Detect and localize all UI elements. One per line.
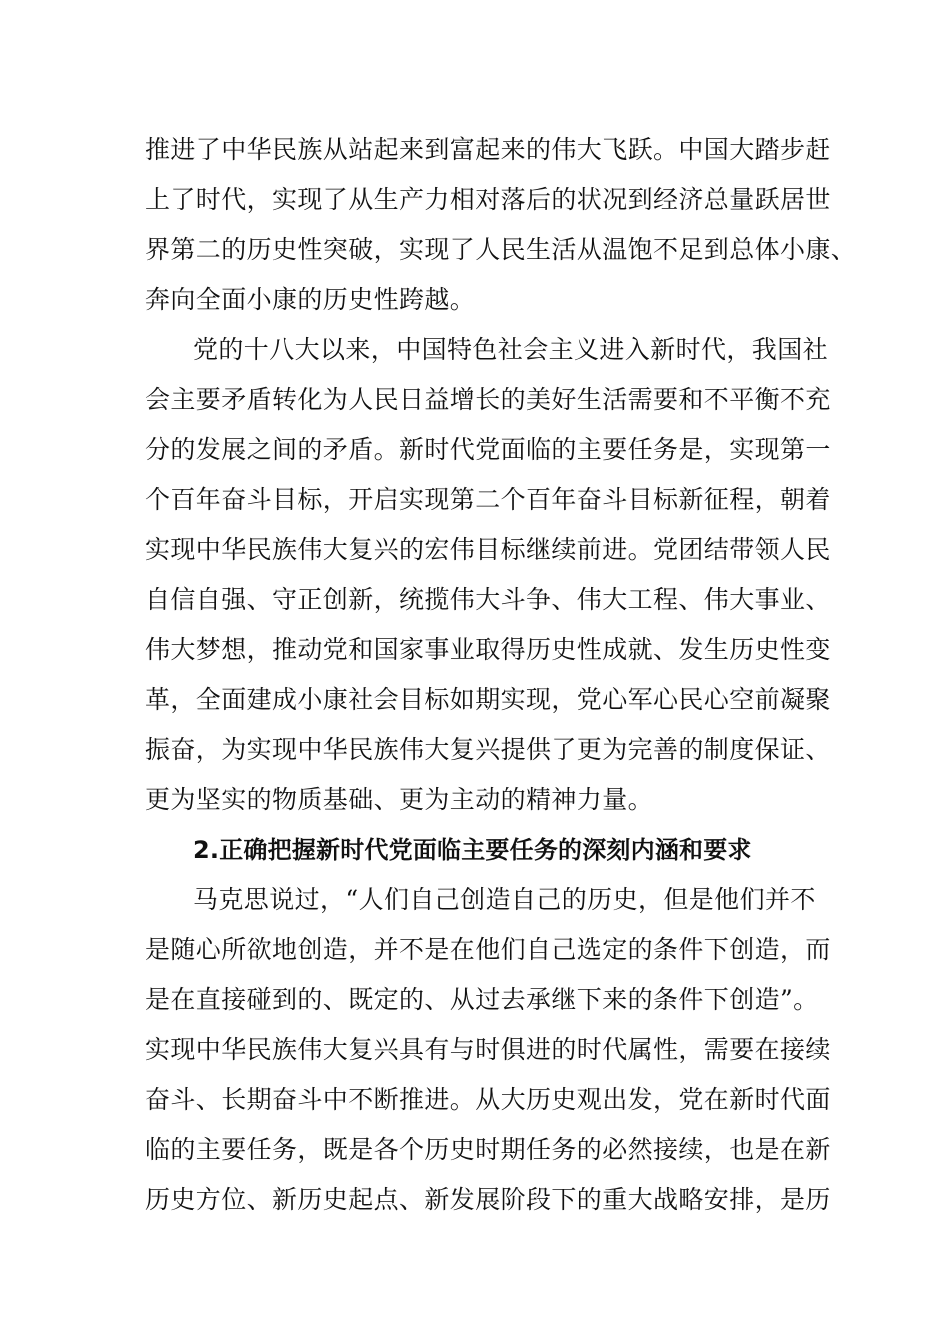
text-line: 临的主要任务，既是各个历史时期任务的必然接续，也是在新 [145, 1135, 831, 1164]
text-line: 奔向全面小康的历史性跨越。 [145, 285, 476, 314]
text-line: 伟大梦想，推动党和国家事业取得历史性成就、发生历史性变 [145, 635, 831, 664]
text-line: 历史方位、新历史起点、新发展阶段下的重大战略安排，是历 [145, 1185, 831, 1214]
text-line: 更为坚实的物质基础、更为主动的精神力量。 [145, 785, 654, 814]
text-line: 个百年奋斗目标，开启实现第二个百年奋斗目标新征程，朝着 [145, 485, 831, 514]
section-heading: 2.正确把握新时代党面临主要任务的深刻内涵和要求 [193, 836, 752, 864]
text-line: 革，全面建成小康社会目标如期实现，党心军心民心空前凝聚 [145, 685, 831, 714]
text-line: 推进了中华民族从站起来到富起来的伟大飞跃。中国大踏步赶 [145, 135, 831, 164]
text-line: 振奋，为实现中华民族伟大复兴提供了更为完善的制度保证、 [145, 735, 831, 764]
paragraph-first-line: 马克思说过，“人们自己创造自己的历史，但是他们并不 [193, 885, 816, 914]
text-line: 分的发展之间的矛盾。新时代党面临的主要任务是，实现第一 [145, 435, 831, 464]
text-line: 界第二的历史性突破，实现了人民生活从温饱不足到总体小康、 [145, 235, 857, 264]
paragraph-first-line: 党的十八大以来，中国特色社会主义进入新时代，我国社 [193, 335, 829, 364]
text-line: 是在直接碰到的、既定的、从过去承继下来的条件下创造”。 [145, 985, 819, 1014]
text-line: 是随心所欲地创造，并不是在他们自己选定的条件下创造，而 [145, 935, 831, 964]
text-line: 奋斗、长期奋斗中不断推进。从大历史观出发，党在新时代面 [145, 1085, 831, 1114]
text-line: 实现中华民族伟大复兴具有与时俱进的时代属性，需要在接续 [145, 1035, 831, 1064]
text-line: 会主要矛盾转化为人民日益增长的美好生活需要和不平衡不充 [145, 385, 831, 414]
text-line: 自信自强、守正创新，统揽伟大斗争、伟大工程、伟大事业、 [145, 585, 831, 614]
text-line: 上了时代，实现了从生产力相对落后的状况到经济总量跃居世 [145, 185, 831, 214]
text-line: 实现中华民族伟大复兴的宏伟目标继续前进。党团结带领人民 [145, 535, 831, 564]
